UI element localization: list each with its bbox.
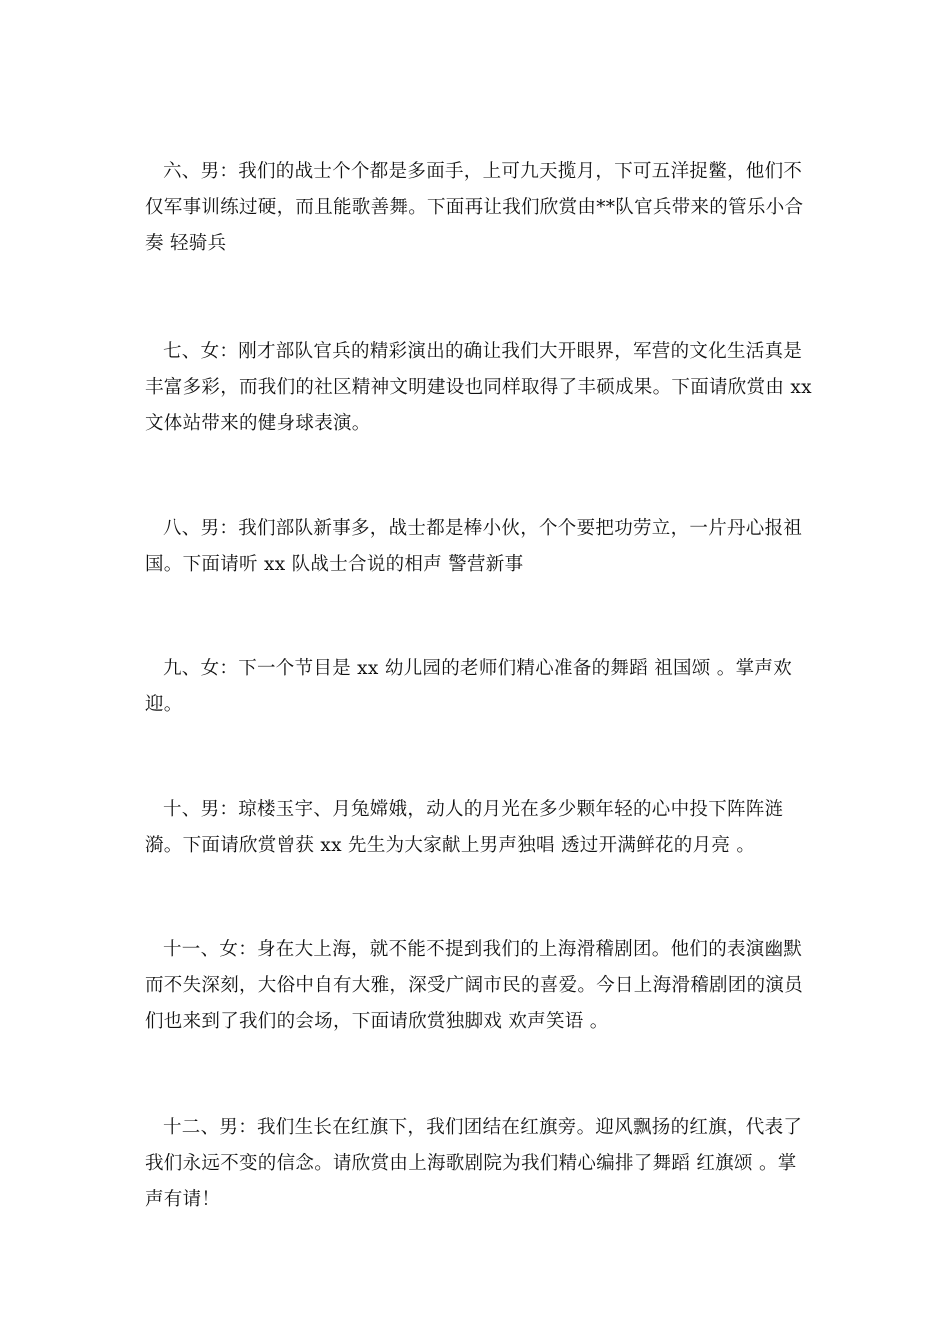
paragraph-10: 十、男：琼楼玉宇、月兔嫦娥，动人的月光在多少颗年轻的心中投下阵阵涟漪。下面请欣赏曾获 xx 先生为大家献上男声独唱 透过开满鲜花的月亮 。 — [145, 799, 784, 856]
paragraph-6: 六、男：我们的战士个个都是多面手，上可九天揽月，下可五洋捉鳖，他们不仅军事训练过硬，而且能歌善舞。下面再让我们欣赏由**队官兵带来的管乐小合奏 轻骑兵 — [145, 161, 804, 254]
paragraph-9: 九、女：下一个节目是 xx 幼儿园的老师们精心准备的舞蹈 祖国颂 。掌声欢迎。 — [145, 658, 792, 715]
paragraph-11: 十一、女：身在大上海，就不能不提到我们的上海滑稽剧团。他们的表演幽默而不失深刻，大俗中自有大雅，深受广阔市民的喜爱。今日上海滑稽剧团的演员们也来到了我们的会场，下面请欣赏独脚戏 欢声笑语 。 — [145, 939, 804, 1032]
paragraph-7: 七、女：刚才部队官兵的精彩演出的确让我们大开眼界，军营的文化生活真是丰富多彩，而我们的社区精神文明建设也同样取得了丰硕成果。下面请欣赏由 xx 文体站带来的健身球表演。 — [145, 341, 812, 434]
paragraph-8: 八、男：我们部队新事多，战士都是棒小伙，个个要把功劳立，一片丹心报祖国。下面请听 xx 队战士合说的相声 警营新事 — [145, 518, 803, 575]
paragraph-12: 十二、男：我们生长在红旗下，我们团结在红旗旁。迎风飘扬的红旗，代表了我们永远不变的信念。请欣赏由上海歌剧院为我们精心编排了舞蹈 红旗颂 。掌声有请！ — [145, 1117, 803, 1210]
